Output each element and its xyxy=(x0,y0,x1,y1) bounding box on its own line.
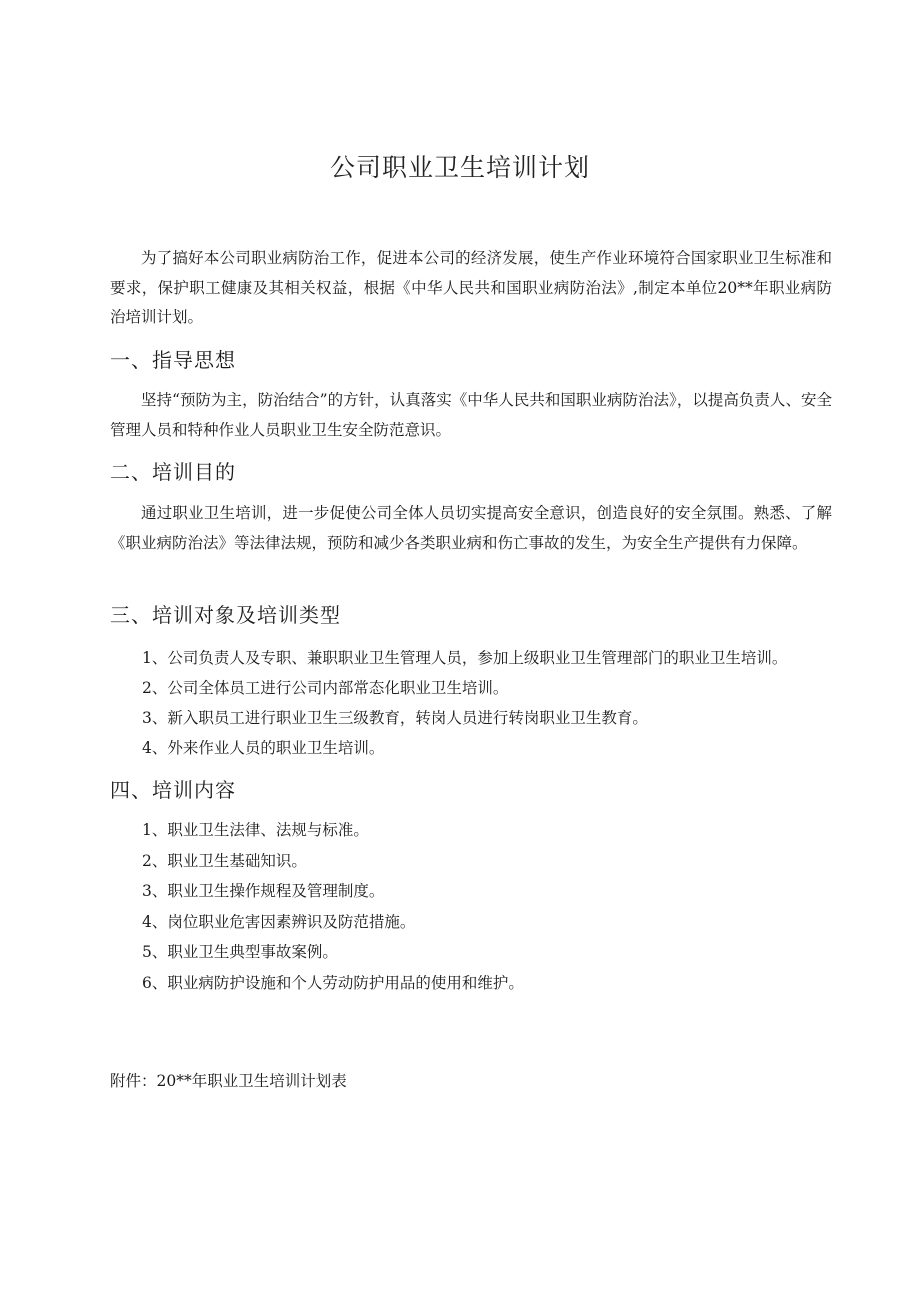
section-heading-training-purpose: 二、培训目的 xyxy=(110,460,236,484)
list-item: 1、公司负责人及专职、兼职职业卫生管理人员，参加上级职业卫生管理部门的职业卫生培训。 xyxy=(142,649,788,667)
list-item: 3、职业卫生操作规程及管理制度。 xyxy=(142,882,385,900)
list-item: 2、职业卫生基础知识。 xyxy=(142,852,307,870)
list-item: 1、职业卫生法律、法规与标准。 xyxy=(142,821,369,839)
list-item: 6、职业病防护设施和个人劳动防护用品的使用和维护。 xyxy=(142,974,524,992)
section-body-guiding-ideology: 坚持“预防为主，防治结合”的方针，认真落实《中华人民共和国职业病防治法》，以提高负责人、安全管理人员和特种作业人员职业卫生安全防范意识。 xyxy=(110,391,832,439)
list-item: 2、公司全体员工进行公司内部常态化职业卫生培训。 xyxy=(142,679,509,697)
list-item: 3、新入职员工进行职业卫生三级教育，转岗人员进行转岗职业卫生教育。 xyxy=(142,709,648,727)
section-heading-training-targets: 三、培训对象及培训类型 xyxy=(110,603,341,627)
intro-paragraph: 为了搞好本公司职业病防治工作，促进本公司的经济发展，使生产作业环境符合国家职业卫生标准和要求，保护职工健康及其相关权益，根据《中华人民共和国职业病防治法》,制定本单位20**年职业病防治培训计划。 xyxy=(110,249,832,326)
attachment-note: 附件：20**年职业卫生培训计划表 xyxy=(110,1072,347,1090)
section-heading-training-content: 四、培训内容 xyxy=(110,778,236,802)
section-body-training-purpose: 通过职业卫生培训，进一步促使公司全体人员切实提高安全意识，创造良好的安全氛围。熟悉、了解《职业病防治法》等法律法规，预防和减少各类职业病和伤亡事故的发生，为安全生产提供有力保障。 xyxy=(110,504,832,552)
list-item: 4、岗位职业危害因素辨识及防范措施。 xyxy=(142,913,416,931)
page-title: 公司职业卫生培训计划 xyxy=(329,153,590,182)
list-item: 4、外来作业人员的职业卫生培训。 xyxy=(142,739,385,757)
section-heading-guiding-ideology: 一、指导思想 xyxy=(110,348,236,372)
list-item: 5、职业卫生典型事故案例。 xyxy=(142,943,338,961)
